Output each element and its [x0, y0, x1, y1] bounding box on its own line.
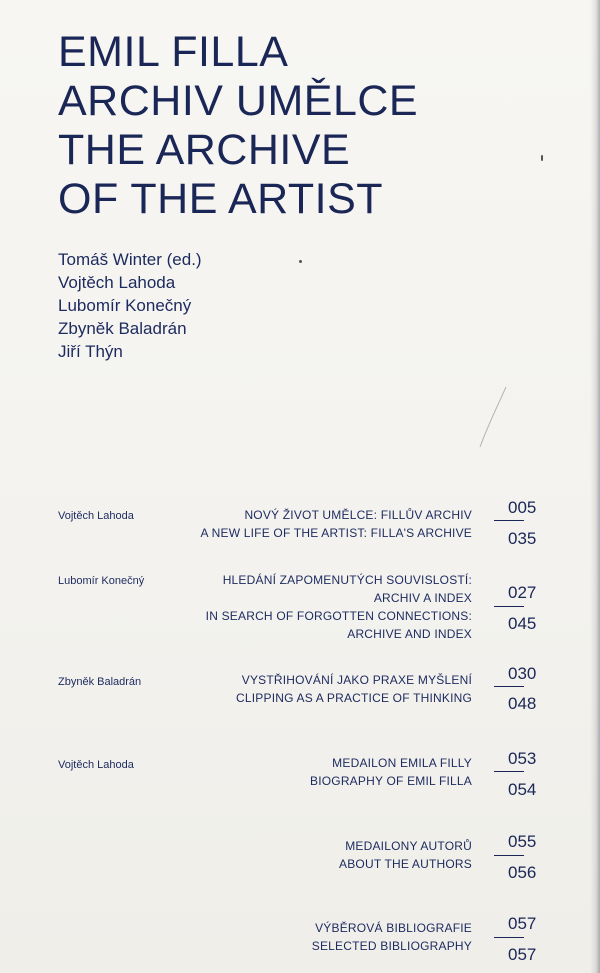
- toc-entry-title-cz: ARCHIV A INDEX: [373, 591, 472, 605]
- toc-entry-author: Vojtěch Lahoda: [58, 510, 134, 522]
- toc-page-number-cz: 055: [508, 832, 537, 851]
- author-name: Tomáš Winter (ed.): [58, 250, 202, 269]
- page-number-divider: [494, 686, 524, 687]
- toc-page-number-en: 056: [508, 863, 537, 882]
- toc-entry-title-en: CLIPPING AS A PRACTICE OF THINKING: [236, 691, 472, 705]
- toc-entry-title-cz: MEDAILONY AUTORŮ: [345, 839, 472, 853]
- toc-page-number-cz: 053: [508, 749, 537, 768]
- toc-page-number-cz: 005: [508, 498, 537, 517]
- toc-page-number-cz: 057: [508, 914, 537, 933]
- toc-entry-author: Zbyněk Baladrán: [58, 676, 142, 688]
- author-name: Zbyněk Baladrán: [58, 319, 187, 338]
- toc-page-number-en: 057: [508, 945, 537, 964]
- toc-entry-title-en: SELECTED BIBLIOGRAPHY: [311, 939, 472, 953]
- title-line-3: THE ARCHIVE: [58, 126, 351, 174]
- page-number-divider: [494, 606, 524, 607]
- author-name: Lubomír Konečný: [58, 296, 192, 315]
- toc-entry-title-cz: HLEDÁNÍ ZAPOMENUTÝCH SOUVISLOSTÍ:: [222, 573, 472, 587]
- page-number-divider: [494, 771, 524, 772]
- toc-page-number-en: 045: [508, 614, 537, 633]
- page-number-divider: [494, 855, 524, 856]
- title-line-4: OF THE ARTIST: [58, 175, 384, 223]
- toc-page-number-cz: 027: [508, 583, 537, 602]
- toc-entry-title-en: ARCHIVE AND INDEX: [347, 627, 472, 641]
- toc-entry-title-cz: VYSTŘIHOVÁNÍ JAKO PRAXE MYŠLENÍ: [241, 673, 472, 687]
- toc-entry-author: Lubomír Konečný: [58, 575, 145, 587]
- toc-entry-title-en: A NEW LIFE OF THE ARTIST: FILLA'S ARCHIVE: [200, 526, 472, 540]
- toc-page-number-en: 048: [508, 694, 537, 713]
- title-line-1: EMIL FILLA: [58, 28, 289, 76]
- author-name: Jiří Thýn: [58, 342, 123, 361]
- toc-entry-author: Vojtěch Lahoda: [58, 759, 134, 771]
- toc-entry-title-en: IN SEARCH OF FORGOTTEN CONNECTIONS:: [205, 609, 472, 623]
- toc-entry-title-en: BIOGRAPHY OF EMIL FILLA: [310, 774, 472, 788]
- toc-page-number-en: 035: [508, 529, 537, 548]
- author-name: Vojtěch Lahoda: [58, 273, 176, 292]
- page-number-divider: [494, 520, 524, 521]
- toc-entry-title-en: ABOUT THE AUTHORS: [339, 857, 472, 871]
- toc-entry-title-cz: VÝBĚROVÁ BIBLIOGRAFIE: [315, 921, 472, 935]
- title-line-2: ARCHIV UMĚLCE: [58, 77, 419, 125]
- toc-entry-title-cz: NOVÝ ŽIVOT UMĚLCE: FILLŮV ARCHIV: [244, 508, 472, 522]
- page-number-divider: [494, 937, 524, 938]
- toc-page-number-cz: 030: [508, 664, 537, 683]
- toc-page-number-en: 054: [508, 780, 537, 799]
- toc-entry-title-cz: MEDAILON EMILA FILLY: [332, 756, 472, 770]
